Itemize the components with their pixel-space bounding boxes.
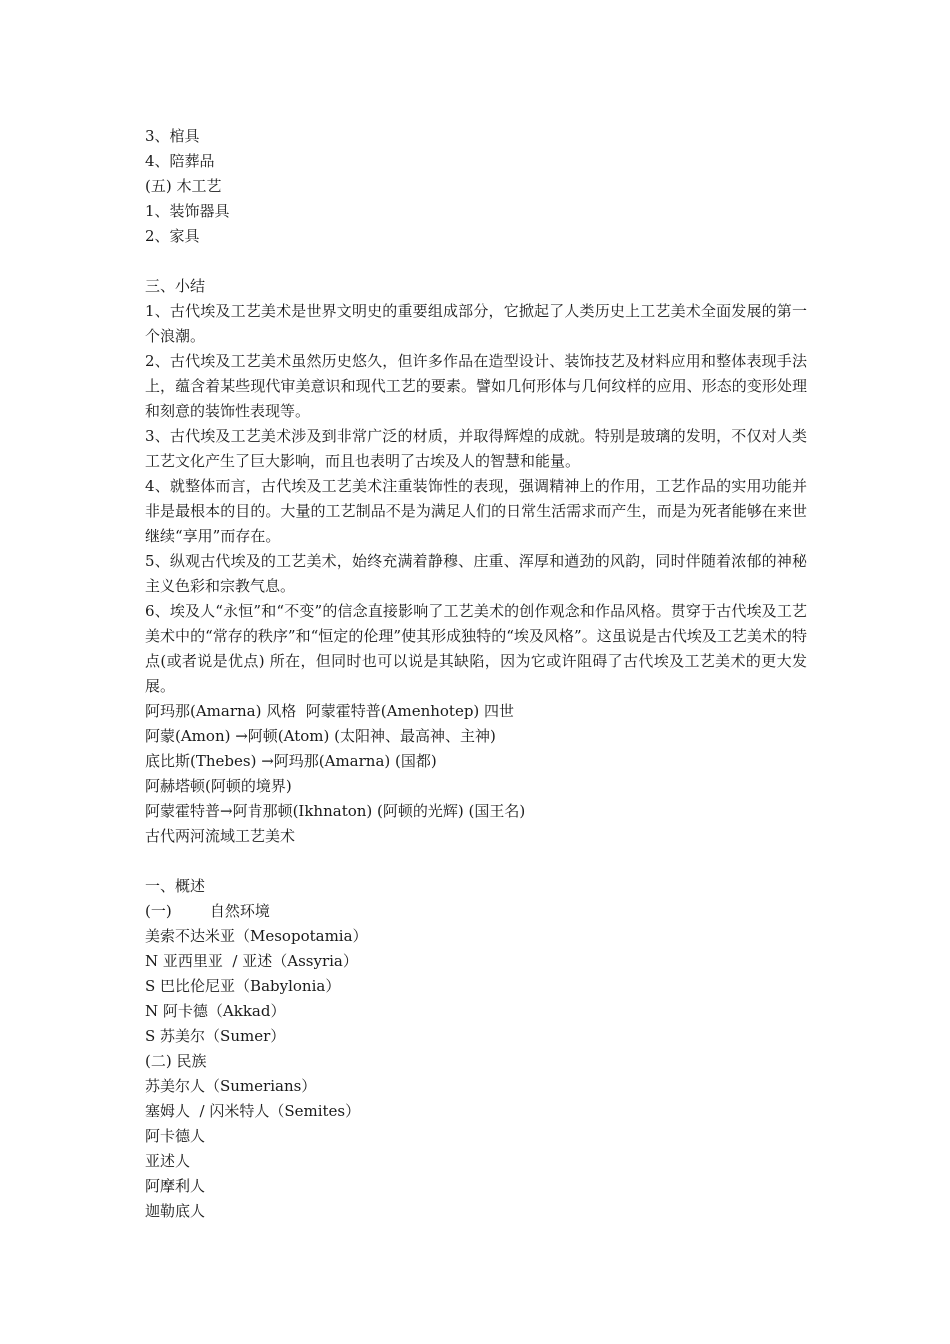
text-line: 2、家具 [145,227,200,245]
text-line: 苏美尔人（Sumerians） [145,1077,317,1095]
text-line: 4、陪葬品 [145,152,215,170]
text-line: 底比斯(Thebes) →阿玛那(Amarna) (国都) [145,752,437,770]
section-heading: 一、概述 [145,877,206,895]
text-line: 塞姆人 / 闪米特人（Semites） [145,1102,361,1120]
text-line: N 阿卡德（Akkad） [145,1002,286,1020]
section-heading: (一) 自然环境 [145,902,270,920]
blank-line [145,249,807,274]
section-heading: (二) 民族 [145,1052,207,1070]
paragraph: 6、埃及人“永恒”和“不变”的信念直接影响了工艺美术的创作观念和作品风格。贯穿于古代埃及工艺美术中的“常存的秩序”和“恒定的伦理”使其形成独特的“埃及风格”。这虽说是古代埃及工艺美术的特点(或者说是优点) 所在，但同时也可以说是其缺陷，因为它或许阻碍了古代埃及工艺美术的更大发展。 [145,602,807,695]
text-line: 阿摩利人 [145,1177,206,1195]
text-line: 1、装饰器具 [145,202,230,220]
paragraph: 1、古代埃及工艺美术是世界文明史的重要组成部分，它掀起了人类历史上工艺美术全面发展的第一个浪潮。 [145,302,807,345]
text-line: S 巴比伦尼亚（Babylonia） [145,977,341,995]
text-line: 亚述人 [145,1152,191,1170]
section-heading: 三、小结 [145,277,206,295]
text-line: 阿卡德人 [145,1127,206,1145]
paragraph: 3、古代埃及工艺美术涉及到非常广泛的材质，并取得辉煌的成就。特别是玻璃的发明，不仅对人类工艺文化产生了巨大影响，而且也表明了古埃及人的智慧和能量。 [145,427,807,470]
paragraph: 2、古代埃及工艺美术虽然历史悠久，但许多作品在造型设计、装饰技艺及材料应用和整体表现手法上，蕴含着某些现代审美意识和现代工艺的要素。譬如几何形体与几何纹样的应用、形态的变形处理和刻意的装饰性表现等。 [145,352,807,420]
text-line: 阿蒙(Amon) →阿顿(Atom) (太阳神、最高神、主神) [145,727,496,745]
paragraph: 5、纵观古代埃及的工艺美术，始终充满着静穆、庄重、浑厚和遒劲的风韵，同时伴随着浓郁的神秘主义色彩和宗教气息。 [145,552,807,595]
text-line: 阿玛那(Amarna) 风格 阿蒙霍特普(Amenhotep) 四世 [145,702,515,720]
document-body [145,124,807,1224]
text-line: 阿赫塔顿(阿顿的境界) [145,777,292,795]
text-line: 3、棺具 [145,127,200,145]
text-line: 美索不达米亚（Mesopotamia） [145,927,368,945]
blank-line [145,849,807,874]
text-line: 阿蒙霍特普→阿肯那顿(Ikhnaton) (阿顿的光辉) (国王名) [145,802,526,820]
section-heading: 古代两河流域工艺美术 [145,827,296,845]
text-line: N 亚西里亚 / 亚述（Assyria） [145,952,358,970]
text-line: 迦勒底人 [145,1202,206,1220]
section-heading: (五) 木工艺 [145,177,222,195]
text-line: S 苏美尔（Sumer） [145,1027,286,1045]
paragraph: 4、就整体而言，古代埃及工艺美术注重装饰性的表现，强调精神上的作用，工艺作品的实用功能并非是最根本的目的。大量的工艺制品不是为满足人们的日常生活需求而产生，而是为死者能够在来世继续“享用”而存在。 [145,477,807,545]
